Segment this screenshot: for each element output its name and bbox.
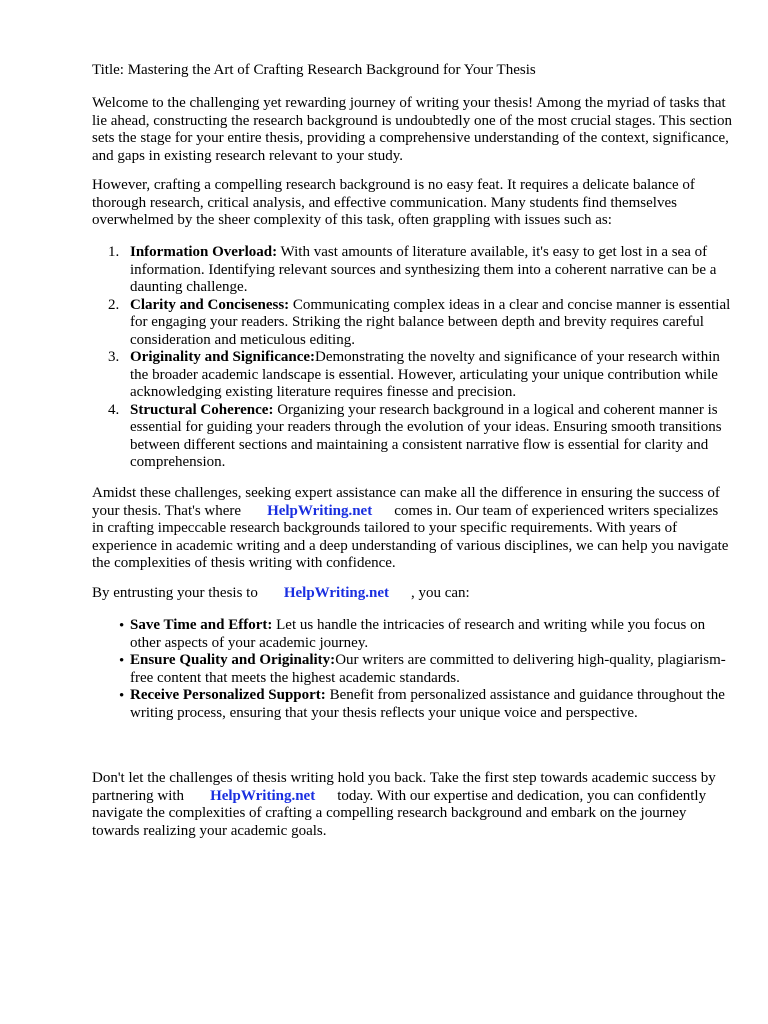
assistance-text-before: Amidst these challenges, seeking expert assistance can make all the difference in ensuring the success of your thesis. That's where — [92, 485, 720, 519]
helpwriting-link[interactable]: HelpWriting.net — [283, 585, 389, 601]
list-number: 3. — [108, 349, 120, 365]
bullet-icon: • — [119, 618, 125, 634]
list-number: 1. — [108, 244, 120, 260]
bullet-icon: • — [119, 653, 125, 669]
list-item — [92, 652, 732, 687]
list-item-text: Demonstrating the novelty and significance of your research within the broader academic landscape is essential. However, articulating your unique contribution while acknowledging existing literature requires finesse and precision. — [130, 349, 720, 400]
list-item — [92, 349, 732, 402]
list-item — [92, 687, 732, 722]
benefits-list — [92, 617, 732, 722]
list-item-text: Let us handle the intricacies of research and writing while you focus on other aspects of your academic journey. — [130, 617, 706, 651]
list-item-heading: Ensure Quality and Originality: — [130, 652, 336, 668]
assistance-paragraph — [92, 485, 732, 573]
bullet-icon: • — [119, 688, 125, 704]
page-title: Title: Mastering the Art of Crafting Research Background for Your Thesis — [92, 62, 536, 78]
list-item-heading: Originality and Significance: — [130, 349, 316, 365]
list-item-text: Organizing your research background in a logical and coherent manner is essential for guiding your readers through the evolution of your ideas. Ensuring smooth transitions between different sections and maintaining a consistent narrative flow is essential for clarity and comprehension. — [130, 401, 722, 470]
challenges-list — [92, 244, 732, 472]
closing-paragraph — [92, 770, 732, 840]
list-item — [92, 297, 732, 350]
list-item-heading: Clarity and Conciseness: — [130, 296, 290, 313]
list-item-heading: Receive Personalized Support: — [130, 687, 326, 703]
challenge-intro-paragraph: However, crafting a compelling research background is no easy feat. It requires a delicate balance of thorough research, critical analysis, and effective communication. Many students find themselves overwhelmed by the sheer complexity of this task, often grappling with issues such as: — [92, 177, 695, 228]
list-item-heading: Information Overload: — [130, 244, 278, 260]
list-item-heading: Save Time and Effort: — [130, 617, 273, 633]
list-item — [92, 617, 732, 652]
list-item-text: Benefit from personalized assistance and guidance throughout the writing process, ensuring that your thesis reflects your unique voice and perspective. — [130, 687, 725, 721]
assistance-text-after: comes in. Our team of experienced writers specializes in crafting impeccable research backgrounds tailored to your specific requirements. With years of experience in academic writing and a deep understanding of various disciplines, we can help you navigate the complexities of thesis writing with confidence. — [92, 502, 729, 571]
closing-text-after: today. With our expertise and dedication, you can confidently navigate the complexities of crafting a compelling research background and embark on the journey towards realizing your academic goals. — [92, 787, 707, 839]
closing-text-before: Don't let the challenges of thesis writing hold you back. Take the first step towards academic success by partnering with — [92, 770, 716, 804]
list-number: 4. — [108, 401, 120, 418]
helpwriting-link[interactable]: HelpWriting.net — [210, 787, 316, 804]
entrust-text-before: By entrusting your thesis to — [92, 585, 258, 601]
entrust-paragraph — [92, 585, 470, 603]
helpwriting-link[interactable]: HelpWriting.net — [267, 502, 373, 519]
intro-paragraph: Welcome to the challenging yet rewarding journey of writing your thesis! Among the myriad of tasks that lie ahead, constructing the research background is undoubtedly one of the most crucial stages. This section sets the stage for your entire thesis, providing a comprehensive understanding of the context, significance, and gaps in existing research relevant to your study. — [92, 95, 732, 164]
list-item-text: With vast amounts of literature available, it's easy to get lost in a sea of information. Identifying relevant sources and synthesizing them into a coherent narrative can be a daunting challenge. — [130, 244, 717, 295]
list-item-text: Communicating complex ideas in a clear and concise manner is essential for engaging your readers. Striking the right balance between depth and brevity requires careful consideration and meticulous editing. — [130, 296, 731, 348]
list-item-heading: Structural Coherence: — [130, 401, 274, 418]
list-item — [92, 244, 732, 297]
entrust-text-after: , you can: — [410, 585, 470, 601]
list-number: 2. — [108, 296, 120, 313]
list-item-text: Our writers are committed to delivering high-quality, plagiarism-free content that meets the highest academic standards. — [130, 652, 726, 686]
list-item — [92, 402, 732, 472]
